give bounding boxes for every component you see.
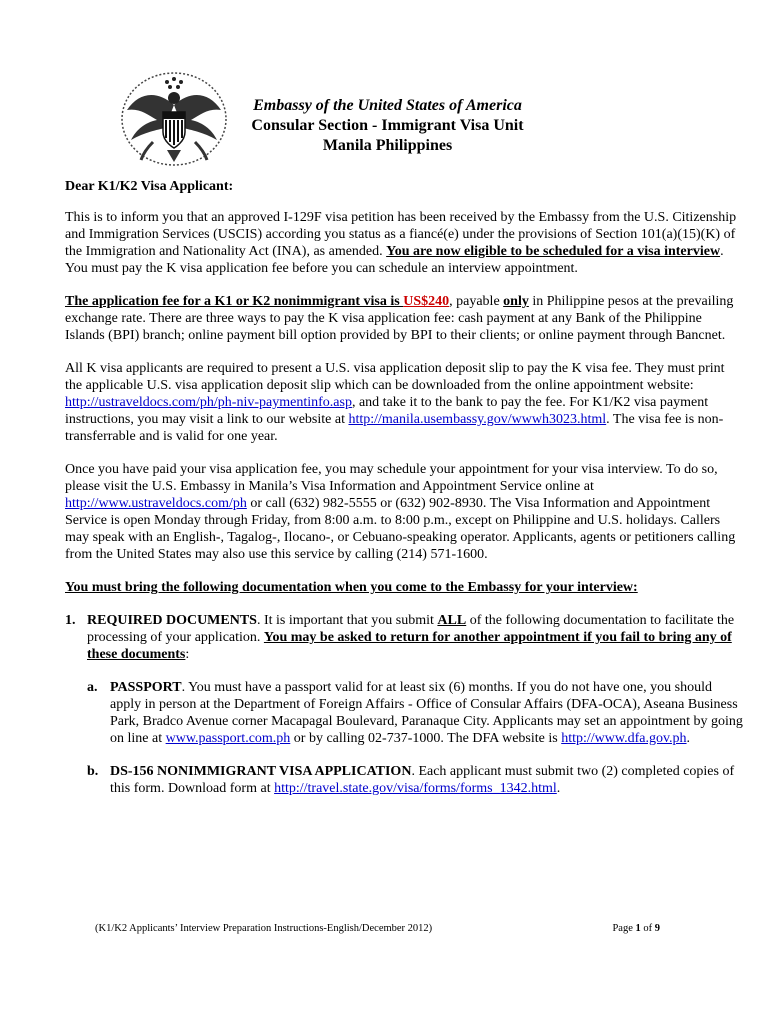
current-page: 1 <box>635 923 641 934</box>
passport-b: or by calling 02-737-1000. The DFA website is <box>290 731 562 746</box>
passport-c: . <box>686 731 691 746</box>
total-pages: 9 <box>654 923 660 934</box>
dfa-website-link[interactable]: http://www.dfa.gov.ph <box>561 731 687 746</box>
item1-all: ALL <box>437 613 467 628</box>
of-label: of <box>640 923 655 934</box>
payment-info-link[interactable]: http://ustraveldocs.com/ph/ph-niv-paymentinfo.asp <box>65 395 352 410</box>
list-item-passport <box>87 679 745 747</box>
item1-warning: You may be asked to return for another appointment if you fail to bring any of these documents <box>87 630 732 662</box>
paragraph-fee <box>65 293 745 344</box>
item-text <box>87 612 745 663</box>
greeting: Dear K1/K2 Visa Applicant: <box>65 179 234 194</box>
item-title: DS-156 NONIMMIGRANT VISA APPLICATION <box>110 764 412 779</box>
p4-b: or call (632) 982-5555 or (632) 902-8930. The Visa Information and Appointment Service is open Monday through Friday, from 8:00 a.m. to 8:00 p.m., except on Philippine and U.S. holidays. Callers may speak with an English-, Tagalog-, Ilocano-, or Cebuano-speaking operator. Applicants, agents or petitioners calling from the United States may also use this service by calling (214) 571-1600. <box>65 496 736 562</box>
header-embassy: Embassy of the United States of America <box>253 97 522 114</box>
paragraph-deposit-slip <box>65 360 745 445</box>
letter-header <box>230 96 545 156</box>
fee-lead: The application fee for a K1 or K2 nonimmigrant visa is <box>65 294 404 309</box>
ds156-c: . <box>556 781 561 796</box>
paragraph-petition <box>65 209 745 277</box>
item-title: PASSPORT <box>110 680 182 695</box>
item1-c: : <box>185 647 190 662</box>
list-item-required-documents <box>65 612 745 663</box>
ds156-a: . Each applicant must submit two (2) completed copies of this form. Download form at <box>110 764 735 796</box>
page-number <box>612 923 660 934</box>
list-item-ds156 <box>87 763 745 797</box>
p3-a: All K visa applicants are required to present a U.S. visa application deposit slip to pay the K visa fee. They must print the applicable U.S. visa application deposit slip which can be downloaded from the online appointment website: <box>65 361 725 393</box>
ustraveldocs-link[interactable]: http://www.ustraveldocs.com/ph <box>65 496 247 511</box>
fee-mid: , payable <box>449 294 504 309</box>
fee-amount: US$240 <box>403 294 450 309</box>
p3-b: , and take it to the bank to pay the fee. For K1/K2 visa payment instructions, you may visit a link to our website at <box>65 395 709 427</box>
ds156-form-link[interactable]: http://travel.state.gov/visa/forms/forms_1342.html <box>274 781 557 796</box>
fee-rest: in Philippine pesos at the prevailing exchange rate. There are three ways to pay the K visa application fee: cash payment at any Bank of the Philippine Islands (BPI) branch; online payment bill option provided by BPI to their clients; or online payment through Bancnet. <box>65 294 734 343</box>
passport-a: . You must have a passport valid for at least six (6) months. If you do not have one, you should apply in person at the Department of Foreign Affairs - Office of Consular Affairs (DFA-OCA), Aseana Business Park, Bradco Avenue corner Macapagal Boulevard, Paranaque City. Applicants may set an appointment by going on line at <box>110 680 743 746</box>
passport-site-link[interactable]: www.passport.com.ph <box>165 731 291 746</box>
p1-eligible-notice: You are now eligible to be scheduled for a visa interview <box>386 244 721 259</box>
item1-b: of the following documentation to facilitate the processing of your application. <box>87 613 735 645</box>
item-letter: a. <box>87 680 98 695</box>
page-label: Page <box>612 923 636 934</box>
p4-a: Once you have paid your visa application fee, you may schedule your appointment for your visa interview. To do so, please visit the U.S. Embassy in Manila’s Visa Information and Appointment Service online at <box>65 462 718 494</box>
item-text <box>110 679 745 747</box>
item-text <box>110 763 745 797</box>
letter-body <box>65 178 745 813</box>
header-location: Manila Philippines <box>322 137 453 154</box>
eagle-seal-icon <box>117 70 232 168</box>
bring-heading-text: You must bring the following documentation when you come to the Embassy for your interview <box>65 580 634 595</box>
p3-c: . The visa fee is non-transferrable and is valid for one year. <box>65 412 724 444</box>
item-letter: b. <box>87 764 99 779</box>
item-number: 1. <box>65 613 76 628</box>
fee-only: only <box>503 294 529 309</box>
bring-colon: : <box>633 580 638 595</box>
header-section: Consular Section - Immigrant Visa Unit <box>251 117 524 134</box>
paragraph-appointment <box>65 461 745 563</box>
bring-documents-heading <box>65 579 745 596</box>
page-footer <box>95 923 660 934</box>
item-title: REQUIRED DOCUMENTS <box>87 613 257 628</box>
item1-a: . It is important that you submit <box>256 613 438 628</box>
p1-end: . You must pay the K visa application fee before you can schedule an interview appointment. <box>65 244 724 276</box>
p1-text: This is to inform you that an approved I-129F visa petition has been received by the Embassy from the U.S. Citizenship and Immigration Services (USCIS) according you status as a fiancé(e) under the provisions of Section 101(a)(15)(K) of the Immigration and Nationality Act (INA), as amended. <box>65 210 737 259</box>
footer-document-title: (K1/K2 Applicants’ Interview Preparation Instructions-English/December 2012) <box>95 923 433 934</box>
embassy-website-link[interactable]: http://manila.usembassy.gov/wwwh3023.html <box>348 412 607 427</box>
